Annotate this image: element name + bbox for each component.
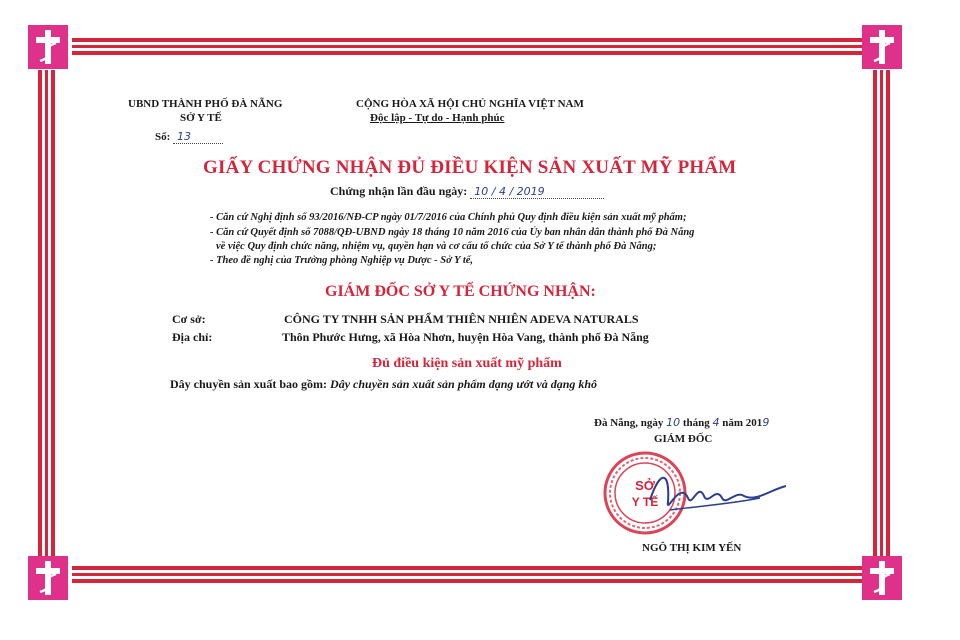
stamp-text-line2: Y TẾ (631, 495, 659, 509)
first-certification-label: Chứng nhận lần đầu ngày: (330, 184, 468, 198)
certificate-title: GIẤY CHỨNG NHẬN ĐỦ ĐIỀU KIỆN SẢN XUẤT MỸ PHẨM (203, 157, 737, 178)
nation-motto: Độc lập - Tự do - Hạnh phúc (370, 112, 505, 124)
production-line-value: Dây chuyền sản xuất sản phẩm dạng ướt và dạng khô (330, 377, 598, 391)
first-certification-date: 10 / 4 / 2019 (470, 185, 604, 199)
qualification: Đủ điều kiện sản xuất mỹ phẩm (372, 356, 562, 371)
director-heading: GIÁM ĐỐC SỞ Y TẾ CHỨNG NHẬN: (325, 283, 596, 300)
signing-year-label: năm 201 (722, 417, 763, 429)
legal-basis-1: - Căn cứ Nghị định số 93/2016/NĐ-CP ngày 01/7/2016 của Chính phủ Quy định điều kiện sản xuất mỹ phẩm; (210, 212, 687, 223)
document-number (155, 130, 223, 144)
document-number-label: Số: (155, 131, 171, 143)
signer-name: NGÔ THỊ KIM YẾN (642, 542, 742, 554)
legal-basis-2-cont: về việc Quy định chức năng, nhiệm vụ, quyền hạn và cơ cấu tổ chức của Sở Y tế thành phố Đà Nẵng; (216, 241, 657, 252)
first-certification (330, 184, 604, 199)
address-value: Thôn Phước Hưng, xã Hòa Nhơn, huyện Hòa Vang, thành phố Đà Nẵng (282, 330, 649, 344)
stamp-text-line1: SỞ (635, 478, 655, 493)
address-label: Địa chỉ: (172, 330, 213, 344)
production-line-label: Dây chuyền sản xuất bao gồm: (170, 377, 328, 391)
signature (640, 460, 790, 530)
document-number-value: 13 (173, 130, 223, 144)
signing-month: 4 (712, 416, 720, 429)
facility-label: Cơ sở: (172, 312, 206, 326)
org-department: SỞ Y TẾ (180, 112, 222, 124)
signer-title: GIÁM ĐỐC (654, 433, 713, 445)
signing-date (594, 416, 769, 429)
legal-basis-3: - Theo đề nghị của Trưởng phòng Nghiệp vụ Dược - Sở Y tế, (210, 255, 474, 266)
nation-name: CỘNG HÒA XÃ HỘI CHỦ NGHĨA VIỆT NAM (356, 98, 584, 110)
legal-basis-2: - Căn cứ Quyết định số 7088/QĐ-UBND ngày 18 tháng 10 năm 2016 của Ủy ban nhân dân thành phố Đà Nẵng (210, 227, 695, 238)
production-line (170, 377, 597, 392)
signing-day: 10 (666, 416, 681, 429)
signing-place: Đà Nẵng, ngày (594, 417, 664, 429)
signing-year-digit: 9 (762, 416, 770, 429)
facility-name: CÔNG TY TNHH SẢN PHẨM THIÊN NHIÊN ADEVA NATURALS (284, 312, 639, 326)
signing-month-label: tháng (682, 417, 710, 429)
org-name: UBND THÀNH PHỐ ĐÀ NẴNG (128, 98, 283, 110)
